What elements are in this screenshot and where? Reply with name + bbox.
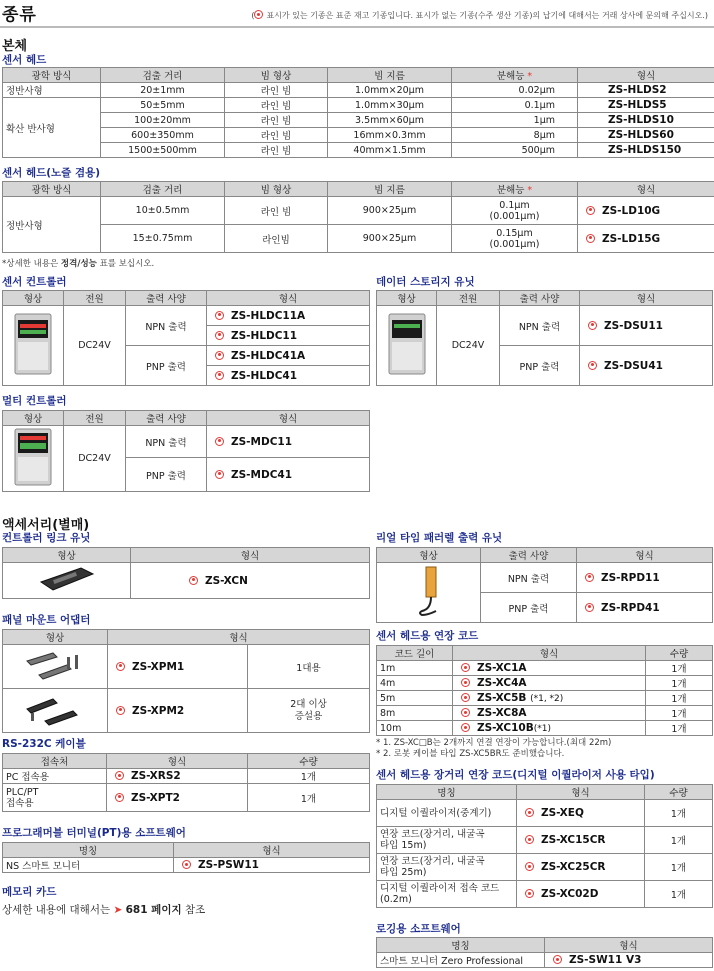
col-header: 명칭 xyxy=(377,938,545,953)
col-header: 출력 사양 xyxy=(126,291,207,306)
col-header: 분해능 * xyxy=(452,68,578,83)
stock-marker-icon xyxy=(182,860,191,869)
stock-marker-icon xyxy=(461,723,470,732)
data-storage-image xyxy=(377,306,437,386)
logging-sw-title: 로깅용 소프트웨어 xyxy=(376,923,461,935)
notice-text: 표시가 있는 기종은 표준 재고 기종입니다. 표시가 없는 기종(수주 생산 기종)의 납기에 대해서는 거래 상사에 문의해 주십시오. xyxy=(266,11,705,20)
col-header: 형식 xyxy=(453,646,646,661)
stock-marker-icon xyxy=(461,663,470,672)
controller-image xyxy=(3,306,64,386)
ext-cord-table xyxy=(376,645,713,736)
link-unit-table: 형상 형식 ZS-XCN xyxy=(2,547,370,599)
table-row: 100±20mm 라인 빔 3.5mm×60μm 1μm ZS-HLDS10 xyxy=(3,113,714,128)
col-header: 빔 지름 xyxy=(328,182,452,197)
rs232c-table xyxy=(2,753,370,812)
rt-parallel-image xyxy=(377,563,481,623)
link-unit-image xyxy=(3,563,131,599)
col-header: 검출 거리 xyxy=(101,68,225,83)
sensor-head-title: 센서 헤드 xyxy=(2,54,47,66)
arrow-right-icon: ➤ xyxy=(113,904,123,916)
col-header: 명칭 xyxy=(3,843,174,858)
col-header: 분해능 * xyxy=(452,182,578,197)
stock-marker-icon xyxy=(585,603,594,612)
col-header: 형상 xyxy=(377,548,481,563)
rt-parallel-title: 리얼 타임 패러렐 출력 유닛 xyxy=(376,532,503,544)
panel-mount-title: 패널 마운트 어댑터 xyxy=(2,614,91,626)
stock-notice: ( 표시가 있는 기종은 표준 재고 기종입니다. 표시가 없는 기종(수주 생산 기종)의 납기에 대해서는 거래 상사에 문의해 주십시오.) xyxy=(251,11,708,20)
panel-mount-image-1 xyxy=(3,645,108,689)
stock-marker-icon xyxy=(115,793,124,802)
stock-marker-icon xyxy=(215,311,224,320)
table-row: 확산 반사형 50±5mm 라인 빔 1.0mm×30μm 0.1μm ZS-HLDS5 xyxy=(3,98,714,113)
col-header: 광학 방식 xyxy=(3,182,101,197)
col-header: 형식 xyxy=(578,182,714,197)
table-row: 10m ZS-XC10B(*1) 1개 xyxy=(377,721,713,736)
col-header: 출력 사양 xyxy=(500,291,580,306)
stock-marker-icon xyxy=(215,331,224,340)
col-header: 광학 방식 xyxy=(3,68,101,83)
table-row: PLC/PT 접속용 ZS-XPT2 1개 xyxy=(3,784,370,812)
ext-cord-note-1: * 1. ZS-XC□B는 2개까지 연결 연장이 가능합니다.(최대 22m) xyxy=(376,738,612,748)
table-row: NS 스마트 모니터 ZS-PSW11 xyxy=(3,858,370,873)
stock-marker-icon xyxy=(215,470,224,479)
controller-table: 형상 전원 출력 사양 형식 DC24V NPN 출력 ZS-HLDC11A ZS-HLDC11 PNP 출력 ZS-HLDC41A ZS-HLDC41 xyxy=(2,290,370,386)
col-header: 출력 사양 xyxy=(126,411,207,426)
col-header: 형식 xyxy=(545,938,713,953)
stock-marker-icon xyxy=(115,771,124,780)
footnote: *상세한 내용은 정격/성능 표를 보십시오. xyxy=(2,259,155,269)
pt-software-title: 프로그래머블 터미널(PT)용 소프트웨어 xyxy=(2,827,186,839)
table-row: 디지털 이퀄라이저(중계기) ZS-XEQ 1개 xyxy=(377,800,713,827)
col-header: 형식 xyxy=(207,411,370,426)
col-header: 형식 xyxy=(107,754,248,769)
logging-sw-table xyxy=(376,937,713,968)
stock-marker-icon xyxy=(553,955,562,964)
stock-marker-icon xyxy=(525,862,534,871)
memory-card-ref: 상세한 내용에 대해서는 ➤ 681 페이지 참조 xyxy=(2,904,206,916)
data-storage-title: 데이터 스토리지 유닛 xyxy=(376,276,475,288)
col-header: 형상 xyxy=(3,411,64,426)
col-header: 접속처 xyxy=(3,754,107,769)
col-header: 형상 xyxy=(3,548,131,563)
sensor-head-table xyxy=(2,67,714,158)
sensor-head-glass-table xyxy=(2,181,714,253)
stock-marker-icon xyxy=(588,361,597,370)
memory-card-title: 메모리 카드 xyxy=(2,886,57,898)
col-header: 빔 형상 xyxy=(225,182,328,197)
panel-mount-image-2 xyxy=(3,689,108,733)
accessories-title: 액세서리(별매) xyxy=(2,518,90,533)
col-header: 형상 xyxy=(377,291,437,306)
col-header: 형식 xyxy=(131,548,370,563)
col-header: 형식 xyxy=(580,291,713,306)
long-cord-title: 센서 헤드용 장거리 연장 코드(디지털 이퀄라이저 사용 타입) xyxy=(376,769,655,781)
page-title: 종류 xyxy=(2,5,37,25)
body-section-title: 본체 xyxy=(2,39,28,54)
col-header: 출력 사양 xyxy=(481,548,577,563)
stock-marker-icon xyxy=(215,437,224,446)
stock-marker-icon xyxy=(116,662,125,671)
col-header: 형식 xyxy=(174,843,370,858)
stock-marker-icon xyxy=(586,206,595,215)
col-header: 수량 xyxy=(646,646,713,661)
ext-cord-note-2: * 2. 로봇 케이블 타입 ZS-XC5BR도 준비했습니다. xyxy=(376,749,565,759)
resolution-star: * xyxy=(527,71,533,82)
stock-marker-icon xyxy=(525,889,534,898)
stock-marker-icon xyxy=(254,10,263,19)
stock-marker-icon xyxy=(461,693,470,702)
col-header: 형식 xyxy=(577,548,713,563)
table-row: 연장 코드(장거리, 내굴곡 타입 25m) ZS-XC25CR 1개 xyxy=(377,854,713,881)
rt-parallel-table: 형상 출력 사양 형식 NPN 출력 ZS-RPD11 PNP 출력 ZS-RPD41 xyxy=(376,547,713,623)
col-header: 형식 xyxy=(517,785,645,800)
stock-marker-icon xyxy=(461,708,470,717)
col-header: 수량 xyxy=(248,754,370,769)
table-row: 정반사형 10±0.5mm 라인 빔 900×25μm 0.1μm (0.001μm) ZS-LD10G xyxy=(3,197,714,225)
rs232c-title: RS-232C 케이블 xyxy=(2,738,86,750)
col-header: 빔 지름 xyxy=(328,68,452,83)
sensor-head-glass-title: 센서 헤드(노즐 겸용) xyxy=(2,167,101,179)
multi-controller-title: 멀티 컨트롤러 xyxy=(2,395,67,407)
col-header: 명칭 xyxy=(377,785,517,800)
col-header: 전원 xyxy=(64,291,126,306)
col-header: 형상 xyxy=(3,291,64,306)
col-header: 검출 거리 xyxy=(101,182,225,197)
data-storage-table: 형상 전원 출력 사양 형식 DC24V NPN 출력 ZS-DSU11 PNP 출력 ZS-DSU41 xyxy=(376,290,713,386)
col-header: 전원 xyxy=(437,291,500,306)
col-header: 코드 길이 xyxy=(377,646,453,661)
col-header: 빔 형상 xyxy=(225,68,328,83)
stock-marker-icon xyxy=(215,351,224,360)
col-header: 전원 xyxy=(64,411,126,426)
title-divider xyxy=(0,26,714,28)
col-header: 수량 xyxy=(645,785,713,800)
stock-marker-icon xyxy=(586,234,595,243)
table-row: 1500±500mm 라인 빔 40mm×1.5mm 500μm ZS-HLDS150 xyxy=(3,143,714,158)
long-cord-table xyxy=(376,784,713,908)
pt-software-table xyxy=(2,842,370,873)
stock-marker-icon xyxy=(215,371,224,380)
stock-marker-icon xyxy=(525,808,534,817)
stock-marker-icon xyxy=(525,835,534,844)
table-row: 스마트 모니터 Zero Professional ZS-SW11 V3 xyxy=(377,953,713,968)
table-row: PC 접속용 ZS-XRS2 1개 xyxy=(3,769,370,784)
stock-marker-icon xyxy=(585,573,594,582)
table-row: 정반사형 20±1mm 라인 빔 1.0mm×20μm 0.02μm ZS-HLDS2 xyxy=(3,83,714,98)
col-header: 형식 xyxy=(108,630,370,645)
table-row: 15±0.75mm 라인빔 900×25μm 0.15μm (0.001μm) ZS-LD15G xyxy=(3,225,714,253)
link-unit-title: 컨트롤러 링크 유닛 xyxy=(2,532,91,544)
panel-mount-table: 형상 형식 ZS-XPM1 1대용 ZS-XPM2 2대 이상 증설용 xyxy=(2,629,370,733)
table-row: 1m ZS-XC1A 1개 xyxy=(377,661,713,676)
stock-marker-icon xyxy=(189,576,198,585)
table-row: 8m ZS-XC8A 1개 xyxy=(377,706,713,721)
table-row: 5m ZS-XC5B (*1, *2) 1개 xyxy=(377,691,713,706)
stock-marker-icon xyxy=(588,321,597,330)
stock-marker-icon xyxy=(116,706,125,715)
table-row: 4m ZS-XC4A 1개 xyxy=(377,676,713,691)
ext-cord-title: 센서 헤드용 연장 코드 xyxy=(376,630,479,642)
col-header: 형식 xyxy=(578,68,714,83)
table-row: 600±350mm 라인 빔 16mm×0.3mm 8μm ZS-HLDS60 xyxy=(3,128,714,143)
stock-marker-icon xyxy=(461,678,470,687)
multi-controller-table: 형상 전원 출력 사양 형식 DC24V NPN 출력 ZS-MDC11 PNP 출력 ZS-MDC41 xyxy=(2,410,370,492)
multi-controller-image xyxy=(3,426,64,492)
page-ref-link[interactable]: 681 페이지 xyxy=(125,904,182,916)
col-header: 형상 xyxy=(3,630,108,645)
table-row: 연장 코드(장거리, 내굴곡 타입 15m) ZS-XC15CR 1개 xyxy=(377,827,713,854)
col-header: 형식 xyxy=(207,291,370,306)
table-row: 디지털 이퀄라이저 접속 코드 (0.2m) ZS-XC02D 1개 xyxy=(377,881,713,908)
controller-title: 센서 컨트롤러 xyxy=(2,276,67,288)
